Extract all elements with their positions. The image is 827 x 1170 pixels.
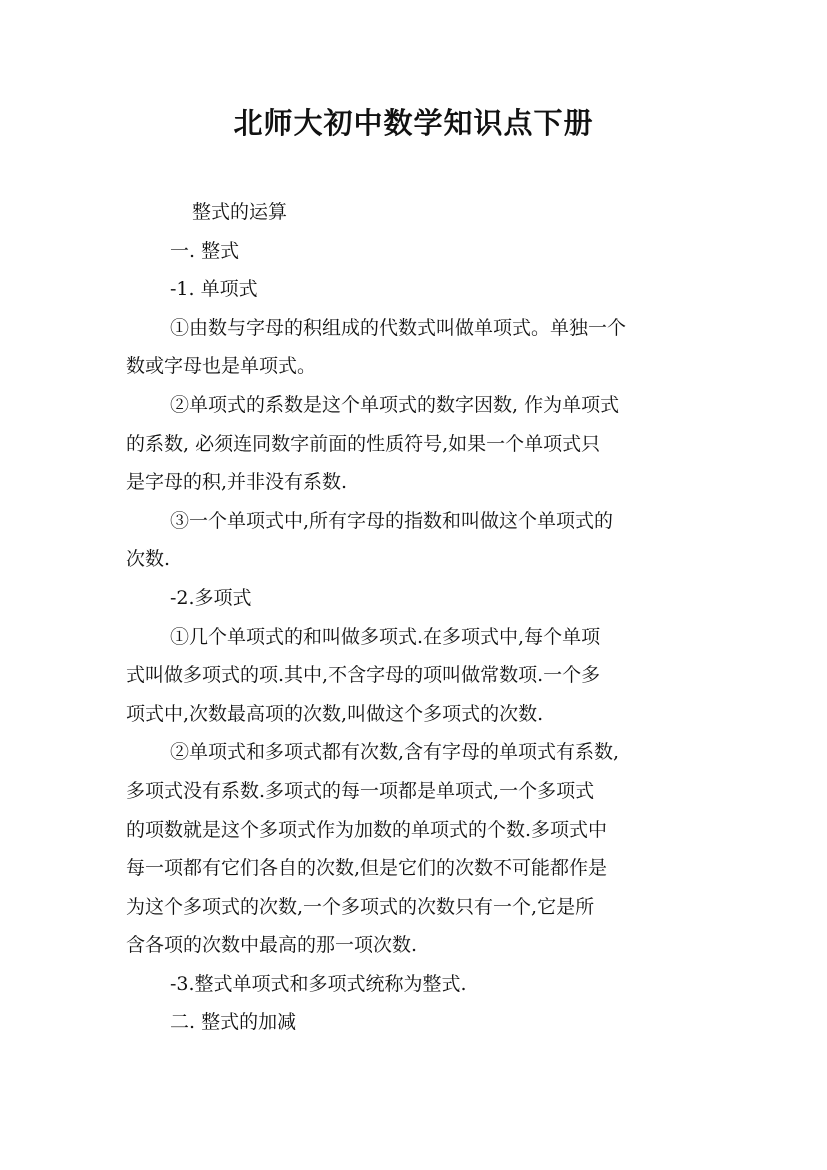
paragraph-line: 数或字母也是单项式。 (126, 355, 317, 378)
paragraph-line: ②单项式和多项式都有次数,含有字母的单项式有系数, (170, 741, 620, 764)
paragraph-line: 次数. (126, 548, 171, 571)
chapter-heading: 二. 整式的加减 (170, 1011, 297, 1034)
document-body (126, 193, 706, 1042)
subsection-heading: -2.多项式 (170, 586, 252, 609)
subsection-heading: -3.整式单项式和多项式统称为整式. (170, 972, 467, 995)
paragraph-line: 每一项都有它们各自的次数,但是它们的次数不可能都作是 (126, 857, 608, 880)
paragraph-line: 为这个多项式的次数,一个多项式的次数只有一个,它是所 (126, 895, 595, 918)
paragraph-line: ①几个单项式的和叫做多项式.在多项式中,每个单项 (170, 625, 601, 648)
subsection-heading: -1. 单项式 (170, 278, 258, 301)
paragraph-line: 含各项的次数中最高的那一项次数. (126, 934, 418, 957)
document-title: 北师大初中数学知识点下册 (233, 106, 594, 140)
section-heading: 整式的运算 (192, 201, 288, 223)
paragraph-line: 式叫做多项式的项.其中,不含字母的项叫做常数项.一个多 (126, 664, 601, 687)
paragraph-line: 项式中,次数最高项的次数,叫做这个多项式的次数. (126, 702, 544, 725)
paragraph-line: 的项数就是这个多项式作为加数的单项式的个数.多项式中 (126, 818, 608, 841)
chapter-heading: 一. 整式 (170, 239, 240, 262)
paragraph-line: ①由数与字母的积组成的代数式叫做单项式。单独一个 (170, 316, 627, 339)
paragraph-line: ③一个单项式中,所有字母的指数和叫做这个单项式的 (170, 509, 614, 532)
paragraph-line: 的系数, 必须连同数字前面的性质符号,如果一个单项式只 (126, 432, 601, 455)
paragraph-line: 是字母的积,并非没有系数. (126, 471, 348, 494)
paragraph-line: 多项式没有系数.多项式的每一项都是单项式,一个多项式 (126, 779, 595, 802)
paragraph-line: ②单项式的系数是这个单项式的数字因数, 作为单项式 (170, 393, 620, 416)
